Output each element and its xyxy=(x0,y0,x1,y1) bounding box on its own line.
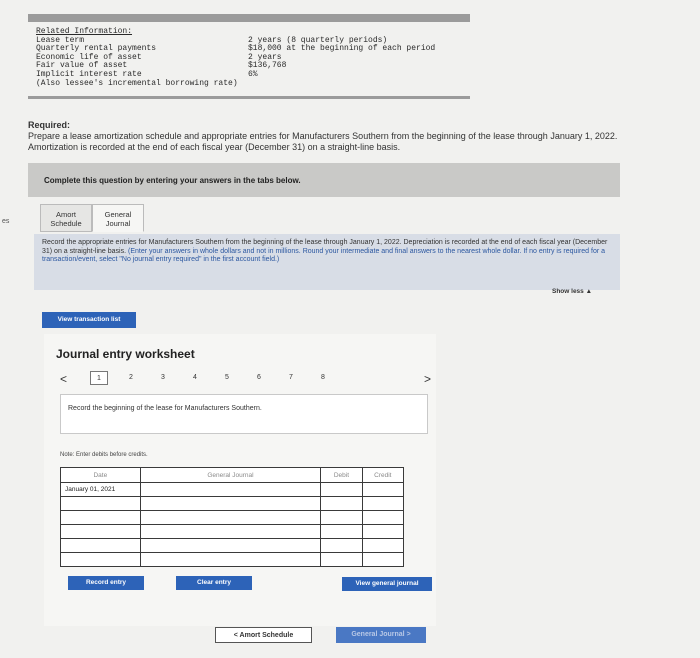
credit-input[interactable] xyxy=(362,483,403,497)
account-input[interactable] xyxy=(140,553,321,567)
answer-tabs xyxy=(40,204,144,232)
next-page-arrow[interactable]: > xyxy=(424,372,432,386)
rental-payments-value: $18,000 at the beginning of each period xyxy=(248,44,436,54)
debit-column-header: Debit xyxy=(321,468,362,483)
interest-rate-label: Implicit interest rate xyxy=(36,69,142,79)
credit-input[interactable] xyxy=(362,539,403,553)
record-entry-button[interactable]: Record entry xyxy=(68,576,144,590)
fair-value-label: Fair value of asset xyxy=(36,61,128,71)
journal-row xyxy=(61,539,404,553)
page-5[interactable]: 5 xyxy=(225,374,229,381)
journal-row xyxy=(61,483,404,497)
journal-row xyxy=(61,525,404,539)
info-divider xyxy=(28,96,470,99)
debit-input[interactable] xyxy=(321,553,362,567)
instructions-note: (Enter your answers in whole dollars and not in millions. Round your intermediate and final answers to the nearest whole dollar. If no entry is required for a transaction/event, select "No journal entry required" in the first account field.) xyxy=(42,247,606,264)
record-instruction: Record the beginning of the lease for Manufacturers Southern. xyxy=(60,394,428,434)
journal-row xyxy=(61,497,404,511)
worksheet-title: Journal entry worksheet xyxy=(56,347,195,361)
tab-amort-schedule[interactable]: Amort Schedule xyxy=(40,204,92,232)
journal-row xyxy=(61,511,404,525)
credit-input[interactable] xyxy=(362,525,403,539)
page-7[interactable]: 7 xyxy=(289,374,293,381)
date-cell xyxy=(61,497,141,511)
instructions-box xyxy=(34,234,620,290)
credit-column-header: Credit xyxy=(362,468,403,483)
view-general-journal-button[interactable]: View general journal xyxy=(342,577,432,591)
journal-column-header: General Journal xyxy=(140,468,321,483)
left-edge-text: es xyxy=(2,218,10,225)
account-input[interactable] xyxy=(140,525,321,539)
credit-input[interactable] xyxy=(362,553,403,567)
page-3[interactable]: 3 xyxy=(161,374,165,381)
page-1[interactable]: 1 xyxy=(90,371,108,385)
credit-input[interactable] xyxy=(362,511,403,525)
prev-page-arrow[interactable]: < xyxy=(60,372,68,386)
journal-header-row xyxy=(61,468,404,483)
debit-input[interactable] xyxy=(321,525,362,539)
debit-input[interactable] xyxy=(321,483,362,497)
lease-term-label: Lease term xyxy=(36,35,85,45)
tab-general-journal[interactable]: General Journal xyxy=(92,204,144,232)
account-input[interactable] xyxy=(140,539,321,553)
fair-value-value: $136,768 xyxy=(248,61,287,71)
clear-entry-button[interactable]: Clear entry xyxy=(176,576,252,590)
required-section xyxy=(28,120,628,153)
debits-note: Note: Enter debits before credits. xyxy=(60,452,148,458)
show-less-link[interactable]: Show less ▲ xyxy=(552,288,593,295)
account-input[interactable] xyxy=(140,497,321,511)
next-tab-button[interactable]: General Journal > xyxy=(336,627,426,643)
top-divider xyxy=(28,14,470,22)
page-4[interactable]: 4 xyxy=(193,374,197,381)
date-cell: January 01, 2021 xyxy=(61,483,141,497)
page-2[interactable]: 2 xyxy=(129,374,133,381)
lease-term-value: 2 years (8 quarterly periods) xyxy=(248,35,388,45)
date-cell xyxy=(61,511,141,525)
complete-banner: Complete this question by entering your answers in the tabs below. xyxy=(28,163,620,197)
debit-input[interactable] xyxy=(321,511,362,525)
journal-table xyxy=(60,467,404,567)
debit-input[interactable] xyxy=(321,497,362,511)
account-input[interactable] xyxy=(140,511,321,525)
economic-life-value: 2 years xyxy=(248,52,282,62)
date-cell xyxy=(61,525,141,539)
credit-input[interactable] xyxy=(362,497,403,511)
page-8[interactable]: 8 xyxy=(321,374,325,381)
journal-row xyxy=(61,553,404,567)
account-input[interactable] xyxy=(140,483,321,497)
economic-life-label: Economic life of asset xyxy=(36,52,142,62)
required-heading: Required: xyxy=(28,120,71,130)
debit-input[interactable] xyxy=(321,539,362,553)
prev-tab-button[interactable]: < Amort Schedule xyxy=(215,627,312,643)
instructions-main: Record the appropriate entries for Manufacturers Southern from the beginning of the lease through January 1, 2022. Depreciation is recorded at the end of each fiscal year (December 31) on a straight-line basis. xyxy=(42,239,608,255)
related-information xyxy=(36,28,476,88)
interest-rate-value: 6% xyxy=(248,69,258,79)
date-column-header: Date xyxy=(61,468,141,483)
view-transaction-list-button[interactable]: View transaction list xyxy=(42,312,136,328)
page-6[interactable]: 6 xyxy=(257,374,261,381)
date-cell xyxy=(61,553,141,567)
worksheet-pagination xyxy=(82,371,339,385)
borrowing-rate-label: (Also lessee's incremental borrowing rate) xyxy=(36,78,238,88)
rental-payments-label: Quarterly rental payments xyxy=(36,44,157,54)
related-heading: Related Information: xyxy=(36,27,133,36)
date-cell xyxy=(61,539,141,553)
required-text: Prepare a lease amortization schedule and appropriate entries for Manufacturers Southern from the beginning of the lease through January 1, 2022. Amortization is recorded at the end of each fiscal year (December 31) on a straight-line basis. xyxy=(28,131,618,152)
